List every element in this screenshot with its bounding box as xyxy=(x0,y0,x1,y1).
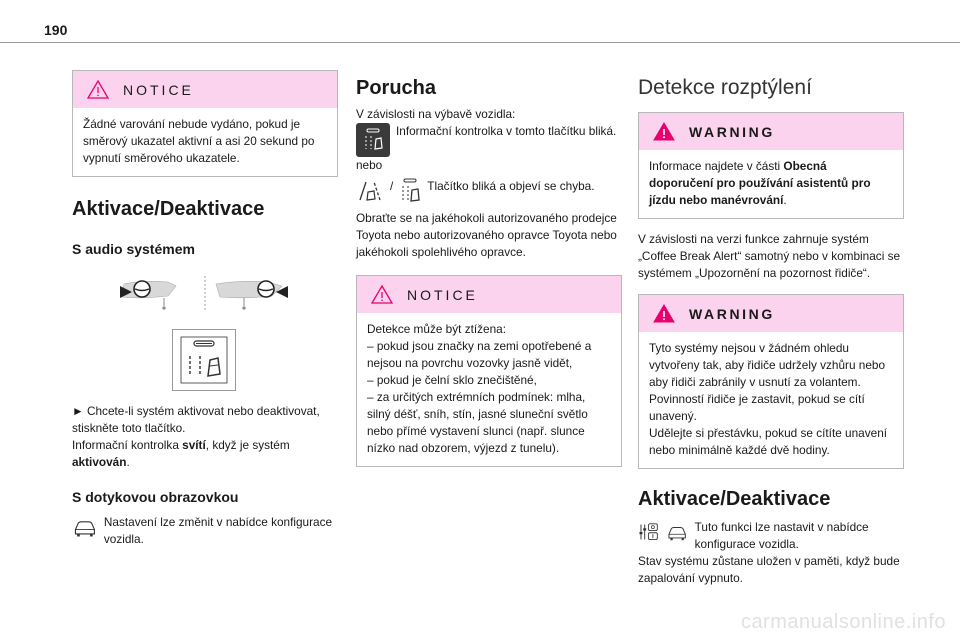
lane-departure-icon xyxy=(356,178,384,204)
lamp-status-text xyxy=(72,437,338,471)
warning-box-1 xyxy=(638,112,904,219)
notice-line: – pokud je čelní sklo znečištěné, xyxy=(367,373,537,387)
warning-title-1: WARNING xyxy=(689,123,775,140)
notice-body-2 xyxy=(357,313,621,466)
steering-wheel-buttons-illustration xyxy=(72,272,338,318)
subsection-touchscreen: S dotykovou obrazovkou xyxy=(72,489,239,505)
section-title-fault: Porucha xyxy=(356,77,437,99)
lane-lamp-icon xyxy=(356,123,390,157)
lamp-text-3: . xyxy=(126,455,130,469)
dealer-text: Obraťte se na jakéhokoli autorizovaného prodejce Toyota nebo autorizovaného opravce Toyota nebo jakéhokoli spolehlivého opravce. xyxy=(356,211,617,259)
touch-config-row xyxy=(72,514,338,548)
column-3 xyxy=(638,70,904,587)
notice-title: NOTICE xyxy=(123,81,194,98)
section-title-activation: Aktivace/Deaktivace xyxy=(72,198,265,220)
fault-lamp-text: Informační kontrolka v tomto tlačítku bliká. xyxy=(396,124,617,138)
or-text: nebo xyxy=(356,158,383,172)
notice-line: – pokud jsou značky na zemi opotřebené a nejsou na povrchu vozovky jasně vidět, xyxy=(367,339,592,370)
lamp-text-2: , když je systém xyxy=(205,438,290,452)
section-title-distraction: Detekce rozptýlení xyxy=(638,76,812,99)
fault-lamp-row xyxy=(356,123,622,157)
step-text: Chcete-li systém aktivovat nebo deaktivovat, stiskněte toto tlačítko. xyxy=(72,404,320,435)
notice-line: Detekce může být ztížena: xyxy=(367,322,507,336)
lane-button-fault-icon xyxy=(399,178,421,204)
page-number: 190 xyxy=(44,22,68,38)
warning-text-1: Informace najdete v části xyxy=(649,159,784,173)
step-arrow: ► xyxy=(72,404,84,418)
notice-header-2 xyxy=(357,276,621,313)
notice-box-2 xyxy=(356,275,622,467)
fault-intro: V závislosti na výbavě vozidla: xyxy=(356,107,516,121)
fault-button-text: Tlačítko bliká a objeví se chyba. xyxy=(427,179,595,193)
config-text: Tuto funkci lze nastavit v nabídce konfigurace vozidla. xyxy=(694,520,869,551)
lamp-bold-1: svítí xyxy=(182,438,206,452)
notice-text: Žádné varování nebude vydáno, pokud je směrový ukazatel aktivní a asi 20 sekund po vypnutí směrového ukazatele. xyxy=(83,117,315,165)
notice-box xyxy=(72,70,338,177)
lamp-text-1: Informační kontrolka xyxy=(72,438,183,452)
notice-title-2: NOTICE xyxy=(407,286,478,303)
touch-config-text: Nastavení lze změnit v nabídce konfigurace vozidla. xyxy=(103,515,333,546)
lamp-bold-2: aktivován xyxy=(72,455,127,469)
section-title-activation-2: Aktivace/Deaktivace xyxy=(638,488,831,510)
warning-header-1 xyxy=(639,113,903,150)
warning-triangle-icon xyxy=(87,80,109,99)
warning-text-2: Tyto systémy nejsou v žádném ohledu vytvořeny tak, aby řidiče udržely vzhůru nebo aby řidiči zabránily v usnutí za volantem. Povinností řidiče je zastavit, pokud se cítí unavený. Udělejte si přestávku, pokud se cítíte unavení nebo minimálně každé dvě hodiny. xyxy=(649,341,888,457)
column-2 xyxy=(356,70,622,467)
warning-bold-1: Obecná doporučení pro používání asistentů pro jízdu nebo manévrování xyxy=(649,159,871,207)
warning-triangle-icon xyxy=(653,304,675,323)
notice-header xyxy=(73,71,337,108)
distraction-para: V závislosti na verzi funkce zahrnuje systém „Coffee Break Alert“ samotný nebo v kombinaci se systémem „Upozornění na pozornost řidiče“. xyxy=(638,232,901,280)
slash: / xyxy=(390,179,394,193)
warning-box-2 xyxy=(638,294,904,469)
car-settings-icon xyxy=(666,519,688,545)
lane-button-icon xyxy=(172,329,236,391)
subsection-audio: S audio systémem xyxy=(72,241,195,257)
warning-body-1 xyxy=(639,150,903,218)
column-1 xyxy=(72,70,338,548)
warning-title-2: WARNING xyxy=(689,305,775,322)
warning-end-1: . xyxy=(783,193,787,207)
warning-triangle-icon xyxy=(371,285,393,304)
car-settings-icon xyxy=(72,514,98,540)
activate-step xyxy=(72,403,338,437)
config-row xyxy=(638,519,904,553)
settings-app-icon xyxy=(638,519,660,545)
notice-line: – za určitých extrémních podmínek: mlha, silný déšť, sníh, stín, jasné sluneční světlo nebo přímé vystavení slunci (např. slunce nízko nad obzorem, výjezd z tunelu). xyxy=(367,390,588,455)
memory-text: Stav systému zůstane uložen v paměti, když bude zapalování vypnuto. xyxy=(638,554,900,585)
warning-triangle-icon xyxy=(653,122,675,141)
watermark-footer: carmanualsonline.info xyxy=(740,611,946,633)
fault-button-row xyxy=(356,178,622,204)
header-divider xyxy=(0,42,960,43)
warning-header-2 xyxy=(639,295,903,332)
